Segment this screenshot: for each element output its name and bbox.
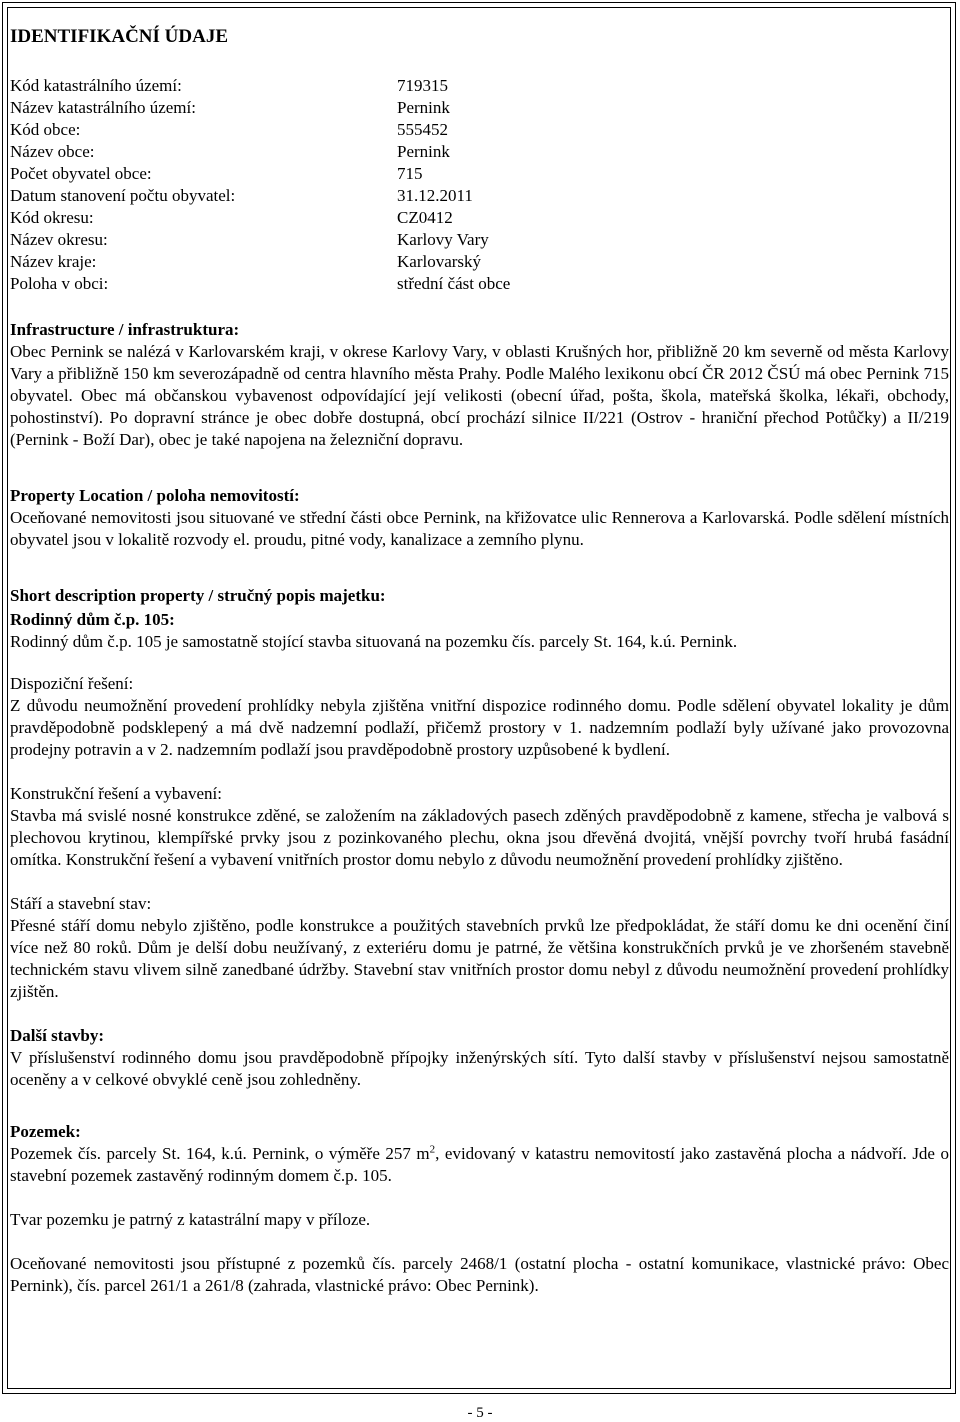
section-text [10, 1143, 949, 1187]
section-text: Oceňované nemovitosti jsou situované ve střední části obce Pernink, na křižovatce ulic Rennerova a Karlovarská. Podle sdělení místních obyvatel jsou v lokalitě rozvody el. proudu, pitné vody, kanalizace a zemního plynu. [10, 508, 949, 549]
identification-list [10, 75, 949, 295]
age-section [10, 893, 949, 1003]
identification-value: 715 [397, 164, 423, 183]
identification-value: Pernink [397, 98, 450, 117]
identification-label: Datum stanovení počtu obyvatel: [10, 186, 236, 205]
construction-section [10, 783, 949, 871]
page-number: - 5 - [467, 1405, 493, 1421]
identification-value: Karlovarský [397, 252, 482, 271]
identification-label: Název obce: [10, 142, 95, 161]
infrastructure-section [10, 319, 949, 451]
identification-value: Karlovy Vary [397, 230, 489, 249]
section-heading: Pozemek: [10, 1122, 81, 1141]
identification-row [10, 185, 949, 207]
identification-row [10, 75, 949, 97]
location-section [10, 485, 949, 551]
identification-label: Kód katastrálního území: [10, 76, 182, 95]
identification-value: Pernink [397, 142, 450, 161]
identification-row [10, 207, 949, 229]
section-text: V příslušenství rodinného domu jsou pravděpodobně přípojky inženýrských sítí. Tyto další stavby v příslušenství nejsou samostatně oceněny a v celkové obvyklé ceně jsou zohledněny. [10, 1048, 949, 1089]
identification-row [10, 273, 949, 295]
identification-label: Poloha v obci: [10, 274, 109, 293]
section-heading: Konstrukční řešení a vybavení: [10, 784, 222, 803]
identification-row [10, 141, 949, 163]
section-heading: Dispoziční řešení: [10, 674, 134, 693]
identification-label: Název okresu: [10, 230, 108, 249]
access-section [10, 1253, 949, 1297]
section-text: Z důvodu neumožnění provedení prohlídky nebyla zjištěna vnitřní dispozice rodinného domu. Podle sdělení obyvatel lokality je dům pravděpodobně podsklepený a má dvě nadzemní podlaží, přičemž prostory v 1. nadzemním podlaží byly užívané jako provozovna prodejny potravin a v 2. nadzemním podlaží jsou pravděpodobně prostory uzpůsobené k bydlení. [10, 696, 949, 759]
identification-label: Kód okresu: [10, 208, 94, 227]
land-section [10, 1121, 949, 1187]
section-heading: Short description property / stručný popis majetku: [10, 586, 386, 605]
identification-label: Název kraje: [10, 252, 97, 271]
section-text: Oceňované nemovitosti jsou přístupné z pozemků čís. parcely 2468/1 (ostatní plocha - ostatní komunikace, vlastnické právo: Obec Pernink), čís. parcel 261/1 a 261/8 (zahrada, vlastnické právo: Obec Pernink). [10, 1254, 949, 1295]
section-text: Rodinný dům č.p. 105 je samostatně stojící stavba situovaná na pozemku čís. parcely St. 164, k.ú. Pernink. [10, 632, 738, 651]
identification-row [10, 119, 949, 141]
area-unit-superscript: 2 [429, 1143, 436, 1156]
identification-label: Počet obyvatel obce: [10, 164, 152, 183]
identification-label: Kód obce: [10, 120, 81, 139]
other-buildings-section [10, 1025, 949, 1091]
identification-value: CZ0412 [397, 208, 453, 227]
identification-row [10, 229, 949, 251]
document-title: IDENTIFIKAČNÍ ÚDAJE [10, 26, 228, 47]
document-body [10, 26, 949, 1319]
land-text-start: Pozemek čís. parcely St. 164, k.ú. Pernink, o výměře 257 m [10, 1144, 430, 1163]
section-text: Stavba má svislé nosné konstrukce zděné, se založením na základových pasech zděných pravděpodobně z kamene, střecha je valbová s plechovou krytinou, klempířské prvky jsou z pozinkovaného plechu, okna jsou dřevěná dvojitá, vnější povrchy tvoří hrubá fasádní omítka. Konstrukční řešení a vybavení vnitřních prostor domu nebylo z důvodu neumožnění provedení prohlídky zjištěno. [10, 806, 949, 869]
identification-value: 555452 [397, 120, 448, 139]
identification-value: 719315 [397, 76, 448, 95]
property-subheading: Rodinný dům č.p. 105: [10, 610, 175, 629]
identification-value: střední část obce [397, 274, 511, 293]
identification-label: Název katastrálního území: [10, 98, 196, 117]
identification-row [10, 251, 949, 273]
section-text: Tvar pozemku je patrný z katastrální mapy v příloze. [10, 1210, 371, 1229]
land-shape-section [10, 1209, 949, 1231]
section-text: Obec Pernink se nalézá v Karlovarském kraji, v okrese Karlovy Vary, v oblasti Krušných hor, přibližně 20 km severně od města Karlovy Vary a přibližně 150 km severozápadně od centra hlavního města Prahy. Podle Malého lexikonu obcí ČR 2012 ČSÚ má obec Pernink 715 obyvatel. Obec má občanskou vybavenost odpovídající její velikosti (obecní úřad, pošta, škola, mateřská školka, lékaři, obchody, pohostinství). Po dopravní stránce je obec dobře dostupná, obcí prochází silnice II/221 (Ostrov - hraniční přechod Potůčky) a II/219 (Pernink - Boží Dar), obec je také napojena na železniční dopravu. [10, 342, 949, 449]
description-section [10, 585, 949, 653]
layout-section [10, 673, 949, 761]
land-text-end: , evidovaný v katastru nemovitostí jako zastavěná plocha a nádvoří. Jde o stavební pozemek zastavěný rodinným domem č.p. 105. [10, 1144, 949, 1185]
section-text: Přesné stáří domu nebylo zjištěno, podle konstrukce a použitých stavebních prvků lze předpokládat, že stáří domu ke dni ocenění činí více než 80 roků. Dům je delší dobu neužívaný, z exteriéru domu je patrné, že většina konstrukčních prvků je ve zhoršeném stavebně technickém stavu vlivem silně zanedbané údržby. Stavební stav vnitřních prostor domu nebyl z důvodu neumožnění provedení prohlídky zjištěn. [10, 916, 949, 1001]
section-heading: Property Location / poloha nemovitostí: [10, 486, 300, 505]
identification-row [10, 97, 949, 119]
section-heading: Stáří a stavební stav: [10, 894, 152, 913]
section-heading: Další stavby: [10, 1026, 104, 1045]
identification-value: 31.12.2011 [397, 186, 473, 205]
identification-row [10, 163, 949, 185]
section-heading: Infrastructure / infrastruktura: [10, 320, 240, 339]
